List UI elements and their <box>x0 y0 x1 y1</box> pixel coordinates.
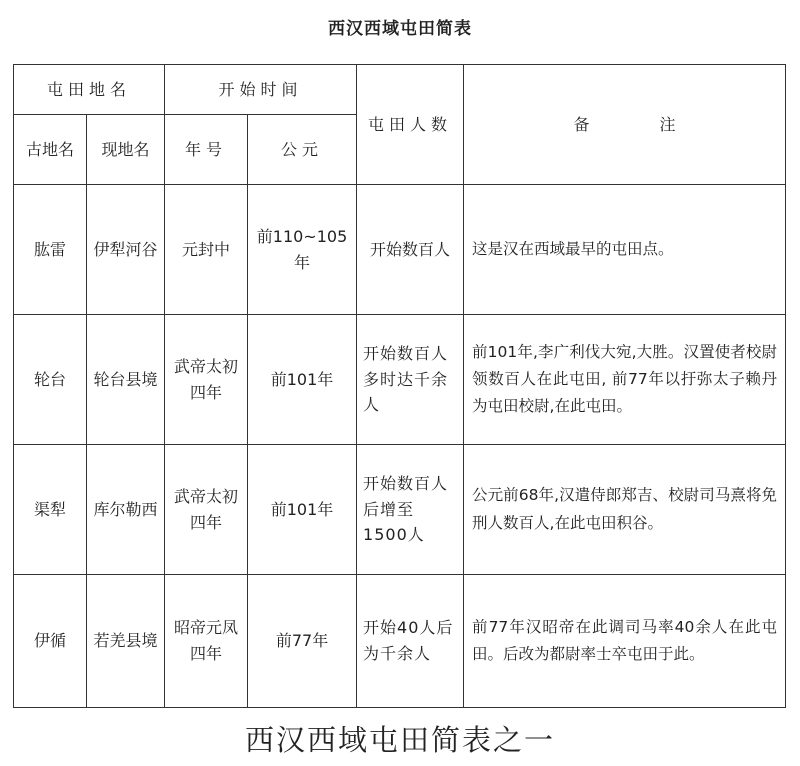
cell-people: 开始数百人 <box>357 185 464 315</box>
cell-reign: 武帝太初四年 <box>165 315 248 445</box>
header-reign: 年号 <box>165 115 248 185</box>
figure-caption: 西汉西域屯田简表之一 <box>244 723 555 757</box>
cell-new-name: 若羌县境 <box>87 575 165 708</box>
cell-people: 开始40人后为千余人 <box>357 575 464 708</box>
cell-old-name: 伊循 <box>14 575 87 708</box>
cell-new-name: 伊犁河谷 <box>87 185 165 315</box>
header-people: 屯田人数 <box>357 65 464 185</box>
table-title: 西汉西域屯田简表 <box>328 19 472 39</box>
cell-note: 公元前68年,汉遣侍郎郑吉、校尉司马熹将免刑人数百人,在此屯田积谷。 <box>464 445 786 575</box>
cell-reign: 昭帝元凤四年 <box>165 575 248 708</box>
cell-people: 开始数百人多时达千余人 <box>357 315 464 445</box>
cell-note: 前77年汉昭帝在此调司马率40余人在此屯田。后改为都尉率士卒屯田于此。 <box>464 575 786 708</box>
table-row <box>14 575 786 708</box>
table-row <box>14 185 786 315</box>
cell-note: 前101年,李广利伐大宛,大胜。汉置使者校尉领数百人在此屯田, 前77年以扜弥太子赖丹为屯田校尉,在此屯田。 <box>464 315 786 445</box>
header-note <box>464 65 786 185</box>
cell-year: 前101年 <box>248 445 357 575</box>
cell-year: 前77年 <box>248 575 357 708</box>
table-row <box>14 445 786 575</box>
header-ad: 公元 <box>248 115 357 185</box>
cell-year: 前110~105年 <box>248 185 357 315</box>
header-time-group: 开始时间 <box>165 65 357 115</box>
cell-old-name: 肱雷 <box>14 185 87 315</box>
cell-new-name: 库尔勒西 <box>87 445 165 575</box>
cell-reign: 武帝太初四年 <box>165 445 248 575</box>
cell-note: 这是汉在西域最早的屯田点。 <box>464 185 786 315</box>
cell-old-name: 渠犁 <box>14 445 87 575</box>
cell-people: 开始数百人后增至1500人 <box>357 445 464 575</box>
cell-new-name: 轮台县境 <box>87 315 165 445</box>
tuntian-table <box>13 64 786 708</box>
header-old-name: 古地名 <box>14 115 87 185</box>
cell-year: 前101年 <box>248 315 357 445</box>
header-note-text: 备注 <box>573 114 746 134</box>
header-place-group: 屯田地名 <box>14 65 165 115</box>
header-new-name: 现地名 <box>87 115 165 185</box>
cell-reign: 元封中 <box>165 185 248 315</box>
cell-old-name: 轮台 <box>14 315 87 445</box>
table-row <box>14 315 786 445</box>
